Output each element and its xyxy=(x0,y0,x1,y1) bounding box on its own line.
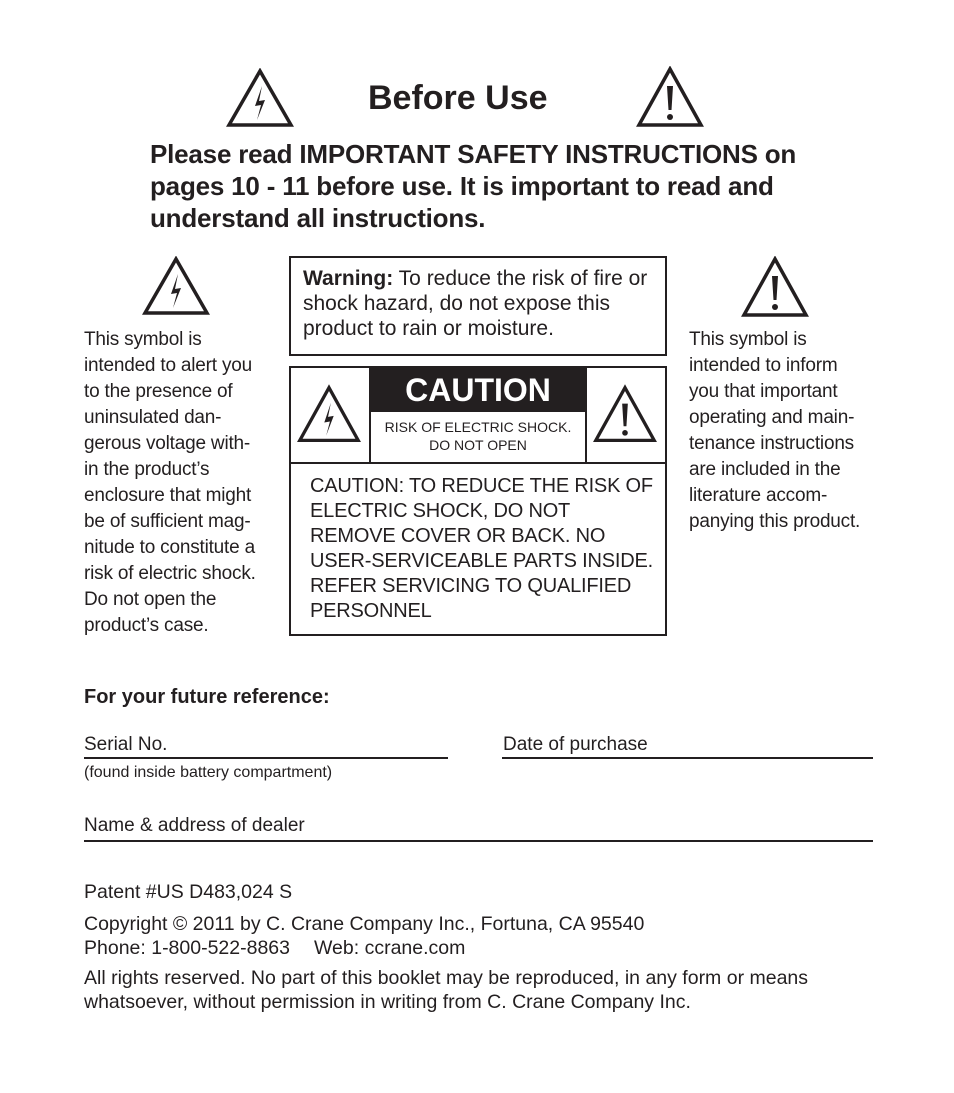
text-line: enclosure that might xyxy=(84,485,252,506)
left-symbol-description xyxy=(84,327,274,639)
warning-message: To reduce the risk of fire or shock hazard, do not expose this product to rain or moisture. xyxy=(303,267,648,340)
patent-text: Patent #US D483,024 S xyxy=(84,881,293,903)
text-line: to the presence of xyxy=(84,381,233,402)
text-line: intended to alert you xyxy=(84,355,252,376)
text-line: be of sufficient mag- xyxy=(84,511,251,532)
text-line: are included in the xyxy=(689,459,841,480)
warning-label: Warning: xyxy=(303,267,394,290)
caution-body: CAUTION: TO REDUCE THE RISK OF ELECTRIC SHOCK, DO NOT REMOVE COVER OR BACK. NO USER-SERVICEABLE PARTS INSIDE. REFER SERVICING TO QUALIFIED PERSONNEL xyxy=(310,475,653,622)
serial-note: (found inside battery compartment) xyxy=(84,764,333,781)
serial-label: Serial No. xyxy=(84,734,168,755)
rights-text: All rights reserved. No part of this booklet may be reproduced, in any form or means whatsoever, without permission in writing from C. Crane Company Inc. xyxy=(84,967,809,1013)
caution-right-cell xyxy=(585,368,665,462)
page-title: Before Use xyxy=(368,79,548,117)
text-line: uninsulated dan- xyxy=(84,407,222,428)
text-line: risk of electric shock. xyxy=(84,563,256,584)
warning-text xyxy=(303,266,659,341)
date-label: Date of purchase xyxy=(503,734,648,755)
exclamation-warning-icon xyxy=(636,66,704,128)
caution-banner: CAUTION xyxy=(371,368,585,412)
text-line: gerous voltage with- xyxy=(84,433,251,454)
caution-left-cell xyxy=(291,368,371,462)
serial-field[interactable] xyxy=(84,757,448,759)
text-line: tenance instructions xyxy=(689,433,854,454)
caution-subtitle-line: RISK OF ELECTRIC SHOCK. xyxy=(384,419,572,435)
reference-heading: For your future reference: xyxy=(84,686,330,708)
copyright-text: Copyright © 2011 by C. Crane Company Inc., Fortuna, CA 95540 xyxy=(84,913,645,935)
web-text: Web: ccrane.com xyxy=(314,937,466,959)
date-field[interactable] xyxy=(502,757,873,759)
exclamation-warning-icon xyxy=(593,384,657,444)
electric-shock-warning-icon xyxy=(297,384,361,444)
caution-subtitle xyxy=(371,418,585,454)
text-line: you that important xyxy=(689,381,838,402)
exclamation-warning-icon xyxy=(741,256,809,318)
caution-box xyxy=(289,366,667,636)
phone-text: Phone: 1-800-522-8863 xyxy=(84,937,290,959)
right-symbol-description xyxy=(689,327,889,535)
text-line: panying this product. xyxy=(689,511,861,532)
warning-box xyxy=(289,256,667,356)
intro-text: Please read IMPORTANT SAFETY INSTRUCTIONS on pages 10 - 11 before use. It is important to read and understand all instructions. xyxy=(150,139,797,233)
text-line: This symbol is xyxy=(689,329,807,350)
electric-shock-warning-icon xyxy=(142,256,210,316)
text-line: in the product’s xyxy=(84,459,210,480)
text-line: literature accom- xyxy=(689,485,828,506)
electric-shock-warning-icon xyxy=(226,68,294,128)
caution-subtitle-line: DO NOT OPEN xyxy=(429,437,527,453)
contact-line xyxy=(84,936,465,960)
dealer-field[interactable] xyxy=(84,840,873,842)
text-line: product’s case. xyxy=(84,615,209,636)
dealer-label: Name & address of dealer xyxy=(84,815,305,836)
text-line: nitude to constitute a xyxy=(84,537,255,558)
text-line: This symbol is xyxy=(84,329,202,350)
text-line: operating and main- xyxy=(689,407,855,428)
text-line: intended to inform xyxy=(689,355,838,376)
text-line: Do not open the xyxy=(84,589,217,610)
